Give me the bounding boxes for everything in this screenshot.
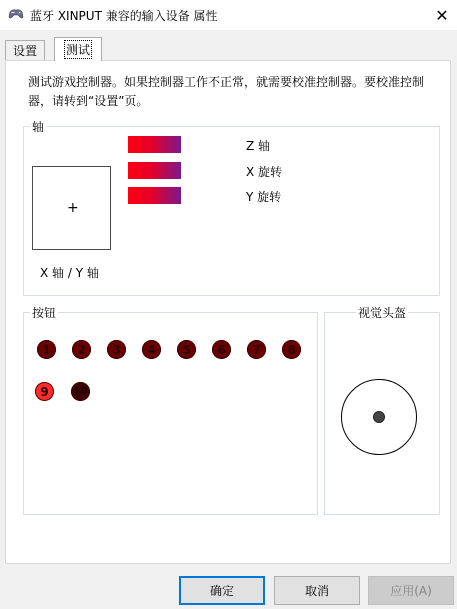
close-button[interactable] <box>427 0 457 30</box>
controller-button-3-number: 3 <box>112 342 121 357</box>
test-description: 测试游戏控制器。如果控制器工作不正常，就需要校准控制器。要校准控制器，请转到“设置”页。 <box>28 75 425 108</box>
z-axis-label: Z 轴 <box>246 139 271 153</box>
controller-button-8-number: 8 <box>287 342 296 357</box>
axes-group-title: 轴 <box>32 120 45 134</box>
controller-button-6 <box>212 340 231 359</box>
pov-hat-indicator <box>373 411 385 423</box>
controller-button-4-number: 4 <box>147 342 156 357</box>
controller-button-4 <box>142 340 161 359</box>
cancel-button-label: 取消 <box>304 584 329 598</box>
y-rotation-label: Y 旋转 <box>246 190 282 204</box>
xy-axis-label: X 轴 / Y 轴 <box>40 266 99 280</box>
x-rotation-label: X 旋转 <box>246 165 283 179</box>
controller-button-1 <box>37 340 56 359</box>
apply-button-label: 应用(A) <box>390 584 432 598</box>
controller-button-8 <box>282 340 301 359</box>
buttons-group <box>23 312 318 515</box>
tab-test-label: 测试 <box>65 43 90 57</box>
controller-button-9 <box>35 382 54 401</box>
ok-button[interactable] <box>179 576 265 605</box>
z-axis-bar <box>128 136 181 153</box>
controller-button-2-number: 2 <box>77 342 86 357</box>
controller-button-9-number: 9 <box>40 384 49 399</box>
controller-button-10-number: 10 <box>73 386 88 397</box>
window-title: 蓝牙 XINPUT 兼容的输入设备 属性 <box>30 9 218 23</box>
gamepad-icon <box>8 9 24 19</box>
controller-button-5-number: 5 <box>182 342 191 357</box>
tab-settings-label: 设置 <box>12 44 37 58</box>
apply-button[interactable] <box>368 576 454 605</box>
title-bar <box>0 0 457 30</box>
y-rotation-bar <box>128 187 181 204</box>
controller-button-7 <box>247 340 266 359</box>
close-icon: ✕ <box>435 5 449 25</box>
cancel-button[interactable] <box>274 576 360 605</box>
xy-axis-box <box>32 166 111 250</box>
x-rotation-bar <box>128 162 181 179</box>
crosshair-icon: + <box>67 200 79 216</box>
pov-group-title: 视觉头盔 <box>358 306 407 320</box>
buttons-group-title: 按钮 <box>32 306 57 320</box>
controller-button-10 <box>71 382 90 401</box>
controller-button-5 <box>177 340 196 359</box>
tab-test[interactable] <box>54 37 102 61</box>
controller-button-2 <box>72 340 91 359</box>
ok-button-label: 确定 <box>209 584 234 598</box>
controller-button-1-number: 1 <box>42 342 51 357</box>
controller-button-3 <box>107 340 126 359</box>
controller-button-7-number: 7 <box>252 342 261 357</box>
tab-settings[interactable] <box>5 40 45 60</box>
controller-button-6-number: 6 <box>217 342 226 357</box>
